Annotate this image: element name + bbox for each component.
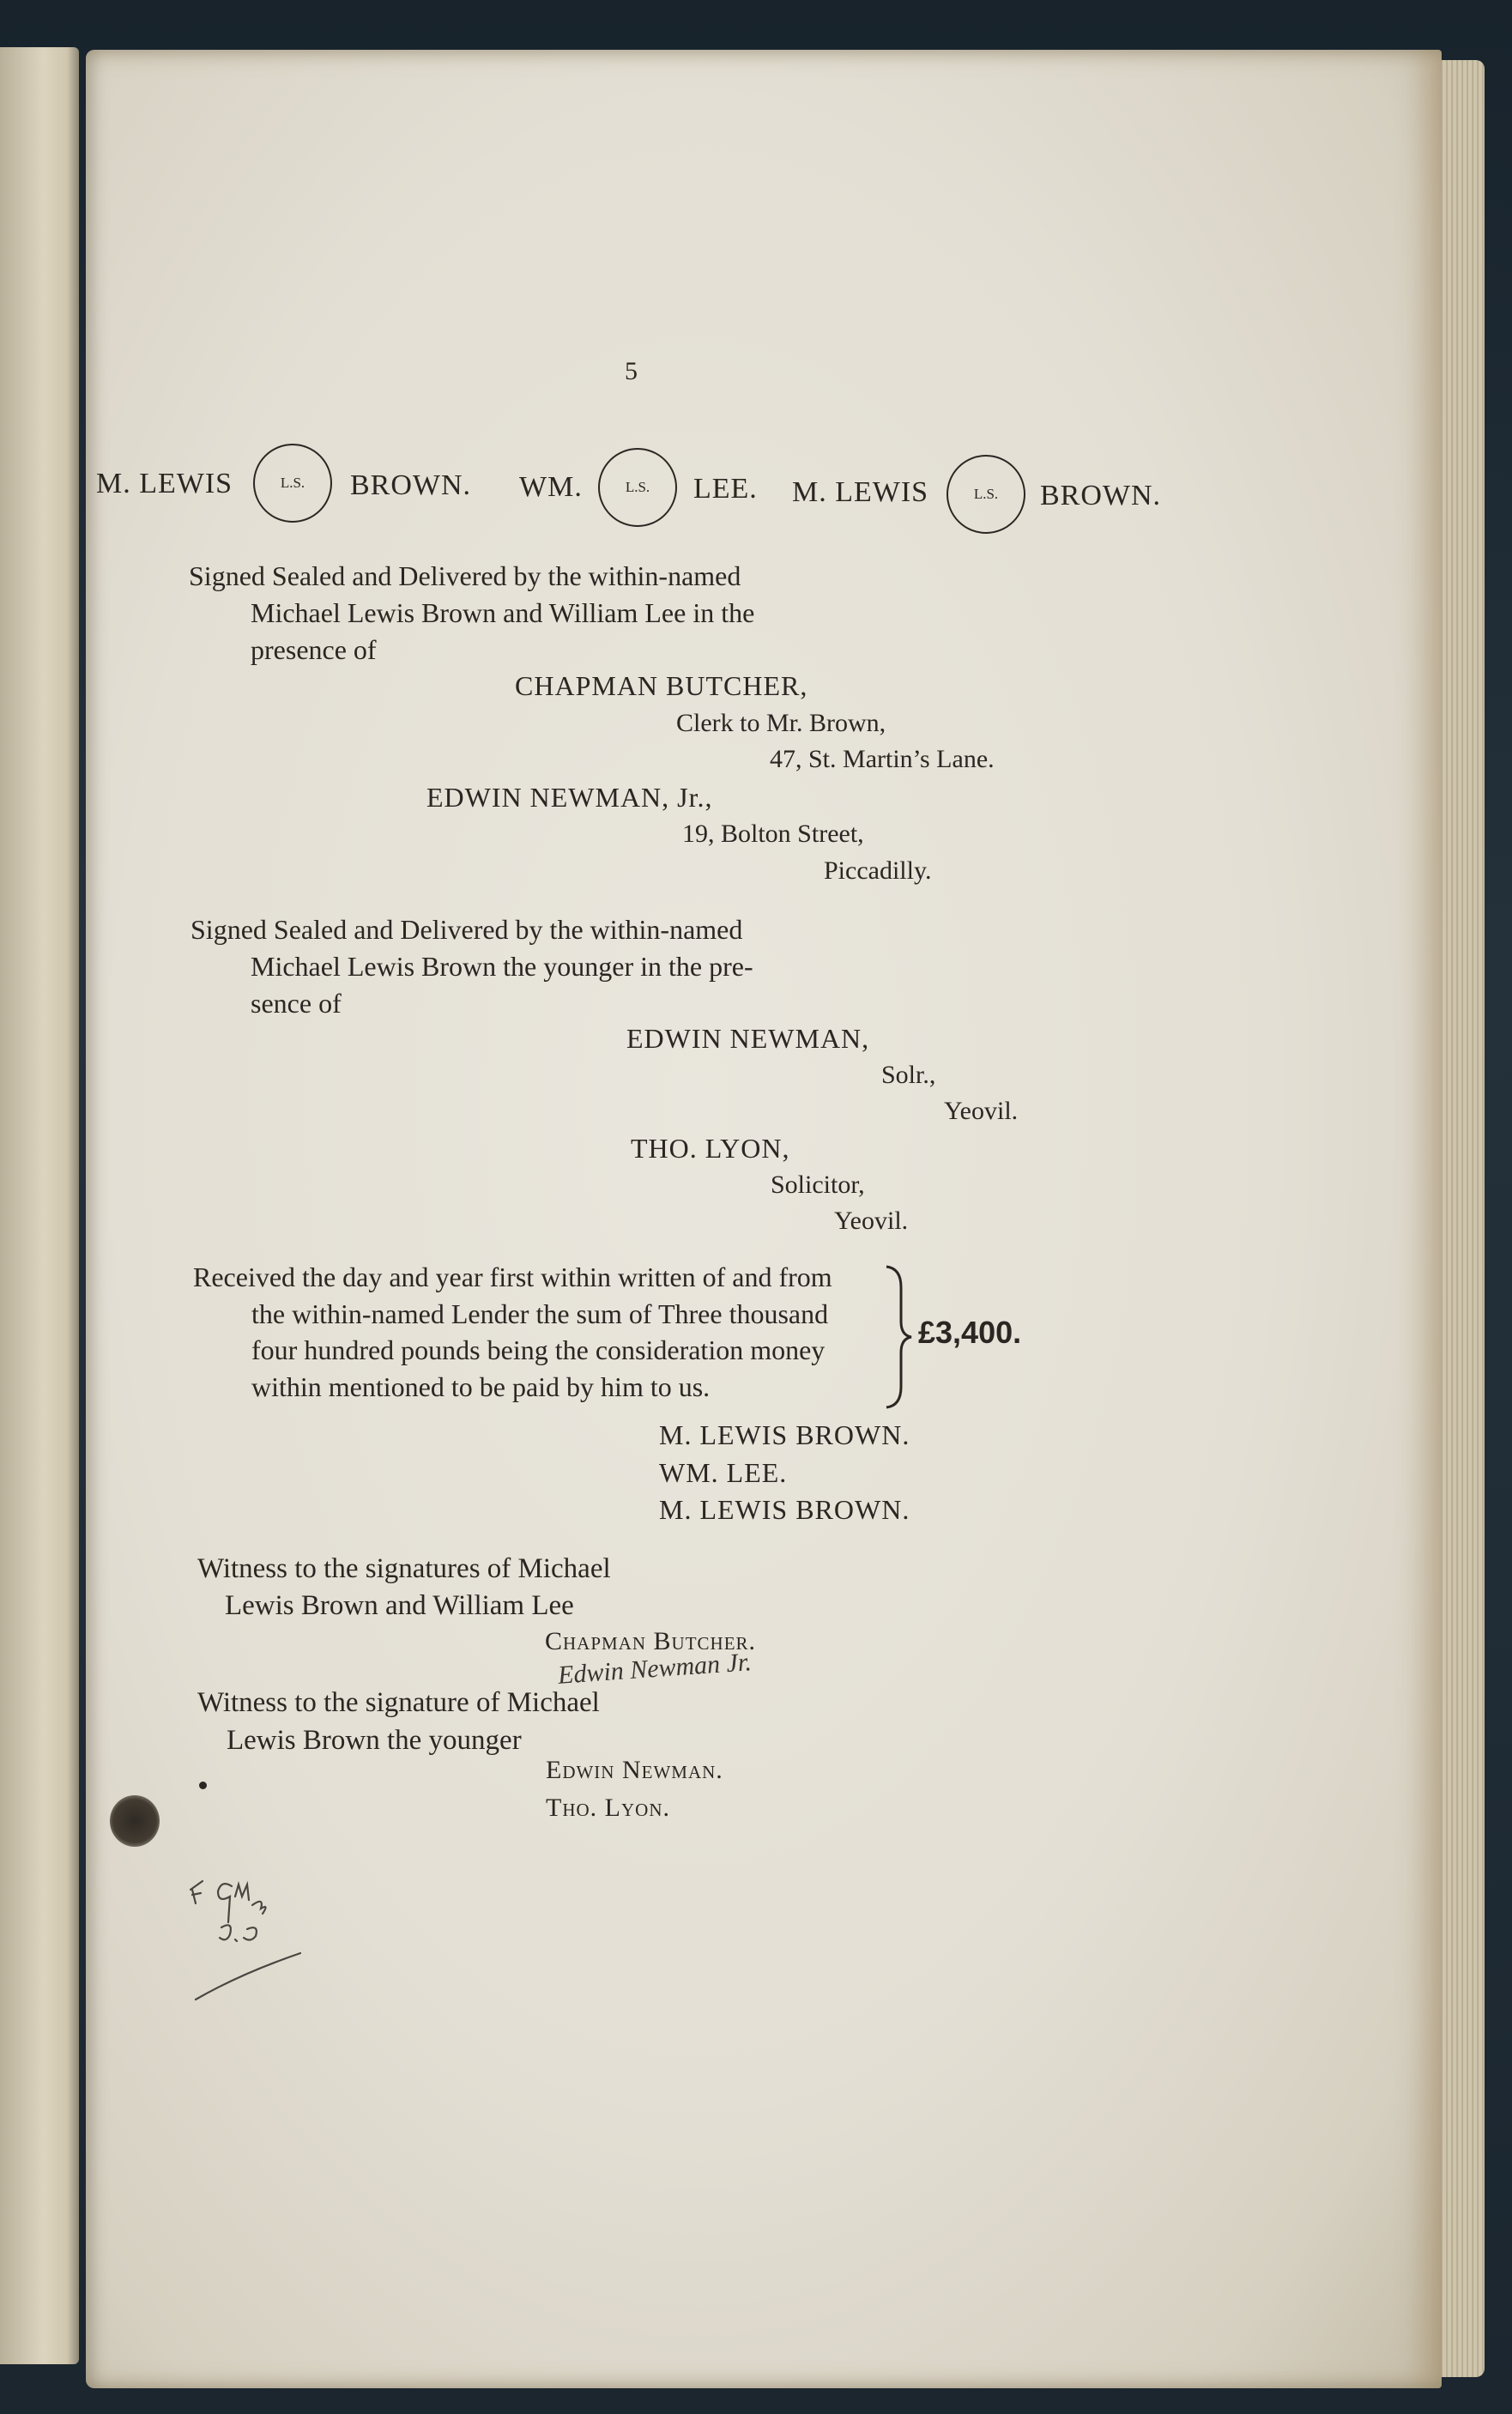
attestation-1-witness-2-address-2: Piccadilly. bbox=[824, 856, 932, 885]
witness-2-line-2: Lewis Brown the younger bbox=[227, 1725, 522, 1756]
page-number: 5 bbox=[625, 357, 638, 385]
document-page bbox=[86, 50, 1442, 2388]
receipt-brace bbox=[882, 1261, 916, 1412]
attestation-2-line-1: Signed Sealed and Delivered by the within-named bbox=[191, 914, 743, 945]
attestation-1-witness-2-address-1: 19, Bolton Street, bbox=[682, 820, 864, 848]
witness-2-signature-2: Tho. Lyon. bbox=[546, 1794, 670, 1822]
attestation-2-line-3: sence of bbox=[251, 988, 342, 1019]
attestation-1-witness-1-role: Clerk to Mr. Brown, bbox=[676, 709, 886, 737]
attestation-1-line-2: Michael Lewis Brown and William Lee in the bbox=[251, 597, 755, 628]
receipt-line-4: within mentioned to be paid by him to us. bbox=[251, 1371, 711, 1402]
witness-2-signature-1: Edwin Newman. bbox=[546, 1756, 723, 1784]
receipt-signature-2: WM. LEE. bbox=[659, 1457, 788, 1488]
attestation-2-line-2: Michael Lewis Brown the younger in the pre- bbox=[251, 951, 753, 982]
seal-signature-2-name: WM. bbox=[519, 471, 583, 503]
seal-signature-1-surname: BROWN. bbox=[350, 469, 472, 501]
attestation-2-witness-2-role: Solicitor, bbox=[771, 1171, 865, 1199]
seal-signature-3-name: M. LEWIS bbox=[792, 476, 929, 508]
margin-note-text: F. GMB. G.O. bbox=[180, 1871, 185, 1872]
attestation-1-witness-1-address: 47, St. Martin’s Lane. bbox=[770, 745, 995, 773]
attestation-1-line-3: presence of bbox=[251, 634, 377, 665]
receipt-line-1: Received the day and year first within written of and from bbox=[193, 1261, 832, 1292]
ink-dot bbox=[199, 1782, 207, 1789]
seal-signature-1-name: M. LEWIS bbox=[96, 468, 233, 499]
attestation-1-witness-1-name: CHAPMAN BUTCHER, bbox=[515, 670, 808, 701]
witness-1-line-1: Witness to the signatures of Michael bbox=[197, 1553, 611, 1584]
facing-page-edge bbox=[0, 47, 79, 2364]
seal-1: L.S. bbox=[253, 444, 332, 523]
attestation-1-witness-2-name: EDWIN NEWMAN, Jr., bbox=[426, 782, 713, 813]
seal-signature-2-surname: LEE. bbox=[693, 473, 758, 505]
attestation-2-witness-2-name: THO. LYON, bbox=[631, 1133, 790, 1164]
seal-signature-3-surname: BROWN. bbox=[1040, 480, 1162, 511]
binding-hole bbox=[110, 1795, 160, 1847]
attestation-2-witness-1-place: Yeovil. bbox=[944, 1097, 1019, 1125]
receipt-line-3: four hundred pounds being the consideration money bbox=[251, 1334, 826, 1365]
receipt-signature-3: M. LEWIS BROWN. bbox=[659, 1494, 910, 1525]
attestation-1-line-1: Signed Sealed and Delivered by the within-named bbox=[189, 560, 741, 591]
receipt-line-2: the within-named Lender the sum of Three thousand bbox=[251, 1298, 829, 1329]
pencil-margin-note bbox=[180, 1871, 326, 2017]
witness-1-signature: Chapman Butcher. bbox=[545, 1627, 757, 1655]
attestation-2-witness-1-name: EDWIN NEWMAN, bbox=[626, 1023, 870, 1054]
receipt-signature-1: M. LEWIS BROWN. bbox=[659, 1419, 910, 1450]
seal-3: L.S. bbox=[947, 455, 1025, 534]
handwritten-signature: Edwin Newman Jr. bbox=[557, 1648, 753, 1690]
seal-2: L.S. bbox=[598, 448, 677, 527]
attestation-2-witness-2-place: Yeovil. bbox=[834, 1207, 909, 1235]
witness-2-line-1: Witness to the signature of Michael bbox=[197, 1687, 600, 1718]
witness-1-line-2: Lewis Brown and William Lee bbox=[225, 1590, 574, 1621]
attestation-2-witness-1-role: Solr., bbox=[881, 1061, 936, 1089]
receipt-amount: £3,400. bbox=[918, 1315, 1022, 1350]
